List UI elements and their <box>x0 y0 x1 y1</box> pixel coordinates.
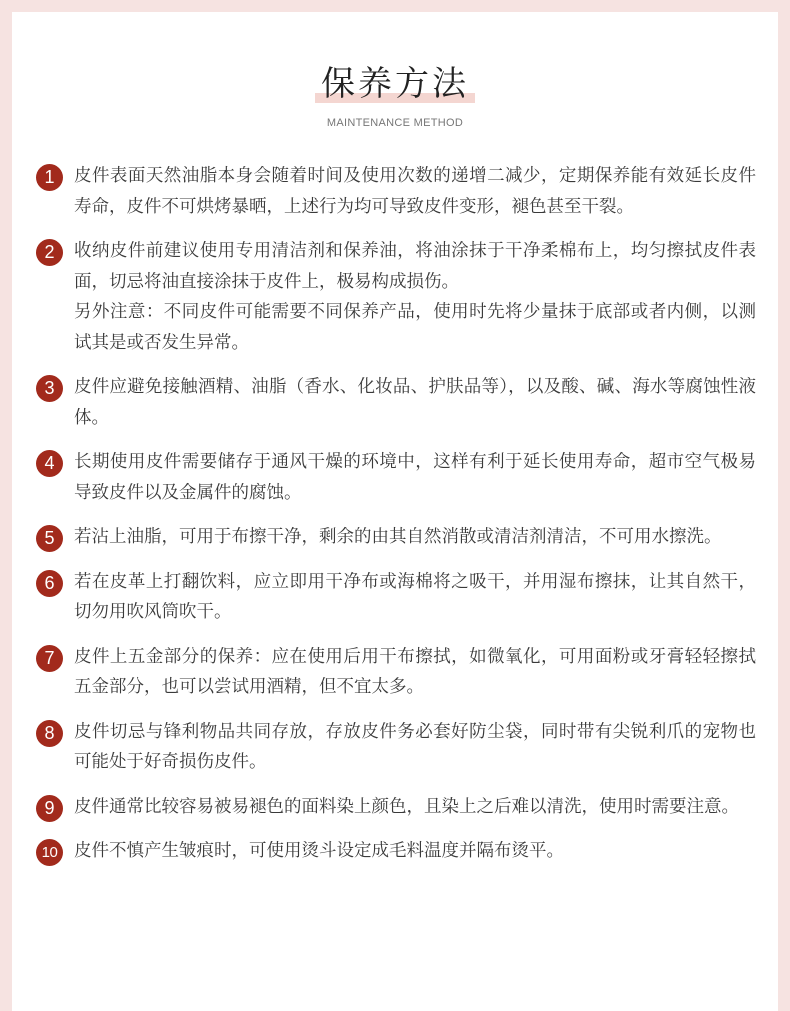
list-item <box>36 161 756 222</box>
item-text: 若沾上油脂，可用于布擦干净，剩余的由其自然消散或清洁剂清洁，不可用水擦洗。 <box>74 527 722 547</box>
list-item <box>36 447 756 508</box>
item-text: 皮件上五金部分的保养：应在使用后用干布擦拭，如微氧化，可用面粉或牙膏轻轻擦拭五金部分，也可以尝试用酒精，但不宜太多。 <box>74 646 756 697</box>
number-badge: 6 <box>36 570 63 597</box>
item-text: 皮件通常比较容易被易褪色的面料染上颜色，且染上之后难以清洗，使用时需要注意。 <box>74 796 739 817</box>
list-item <box>36 642 756 703</box>
item-text: 收纳皮件前建议使用专用清洁剂和保养油，将油涂抹于干净柔棉布上，均匀擦拭皮件表面，切忌将油直接涂抹于皮件上，极易构成损伤。 <box>74 241 756 292</box>
list-item <box>36 522 756 553</box>
number-badge: 10 <box>36 839 63 866</box>
list-item <box>36 836 756 867</box>
page-header <box>12 62 778 130</box>
item-text: 长期使用皮件需要储存于通风干燥的环境中，这样有利于延长使用寿命，超市空气极易导致皮件以及金属件的腐蚀。 <box>74 452 756 503</box>
list-item <box>36 792 756 823</box>
number-badge: 3 <box>36 375 63 402</box>
list-item <box>36 372 756 433</box>
number-badge: 7 <box>36 645 63 672</box>
number-badge: 5 <box>36 525 63 552</box>
content-card <box>12 12 778 1011</box>
list-item <box>36 236 756 358</box>
list-item <box>36 717 756 778</box>
number-badge: 4 <box>36 450 63 477</box>
title-wrap <box>315 62 475 106</box>
number-badge: 2 <box>36 239 63 266</box>
page-subtitle: MAINTENANCE METHOD <box>326 117 464 129</box>
maintenance-list <box>36 161 756 881</box>
item-note-text: 另外注意：不同皮件可能需要不同保养产品，使用时先将少量抹于底部或者内侧，以测试其是或否发生异常。 <box>74 302 756 353</box>
item-text: 皮件应避免接触酒精、油脂（香水、化妆品、护肤品等），以及酸、碱、海水等腐蚀性液体。 <box>74 377 756 428</box>
item-text: 皮件不慎产生皱痕时，可使用烫斗设定成毛料温度并隔布烫平。 <box>74 841 564 861</box>
item-text: 皮件表面天然油脂本身会随着时间及使用次数的递增二减少，定期保养能有效延长皮件寿命，皮件不可烘烤暴晒，上述行为均可导致皮件变形，褪色甚至干裂。 <box>74 166 756 217</box>
number-badge: 9 <box>36 795 63 822</box>
number-badge: 8 <box>36 720 63 747</box>
page-title: 保养方法 <box>321 64 469 104</box>
item-text: 若在皮革上打翻饮料，应立即用干净布或海棉将之吸干，并用湿布擦抹，让其自然干，切勿用吹风筒吹干。 <box>74 571 756 622</box>
item-text: 皮件切忌与锋利物品共同存放，存放皮件务必套好防尘袋，同时带有尖锐利爪的宠物也可能处于好奇损伤皮件。 <box>74 721 756 772</box>
number-badge: 1 <box>36 164 63 191</box>
list-item <box>36 567 756 628</box>
